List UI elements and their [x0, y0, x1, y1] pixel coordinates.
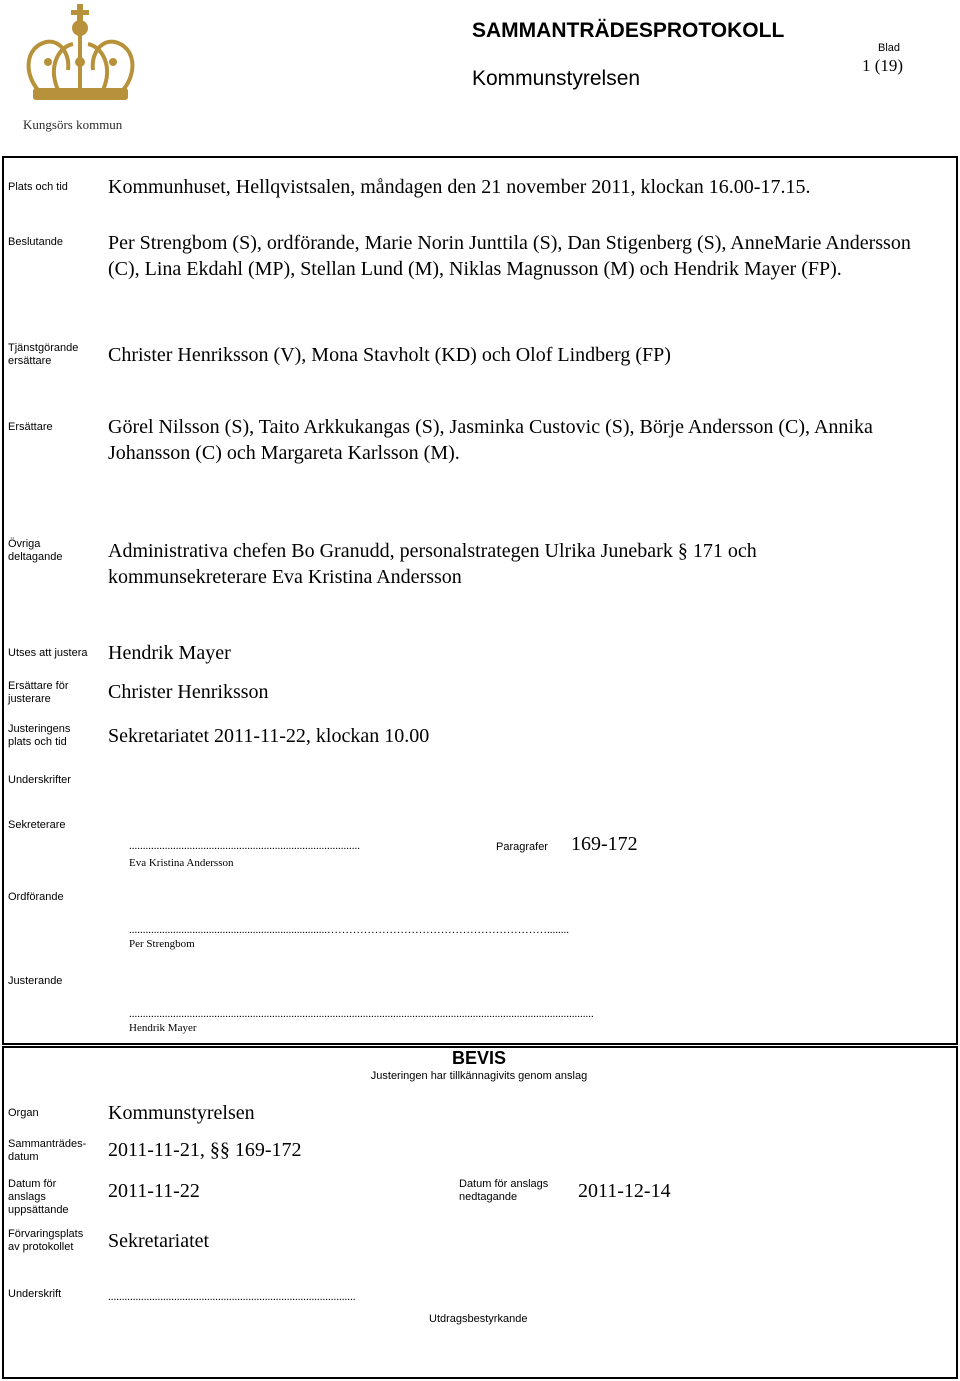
justerande-label: Justerande	[8, 975, 63, 987]
sam-label-line-1: Sammanträdes-	[8, 1138, 87, 1150]
ovriga-label-line-1: Övriga	[8, 538, 41, 550]
tjanst-label	[8, 342, 78, 368]
upps-label	[8, 1178, 69, 1217]
sam-label	[8, 1138, 86, 1164]
ned-label-line-1: Datum för anslags	[459, 1178, 549, 1190]
sekreterare-name: Eva Kristina Andersson	[129, 857, 234, 869]
paragrafer-value: 169-172	[571, 833, 638, 855]
justering-label-line-2: plats och tid	[8, 736, 67, 748]
ersattare-just-label	[8, 680, 69, 706]
justerande-dots: .........................................................................................................................................................................	[129, 1008, 594, 1020]
forv-label-line-2: av protokollet	[8, 1241, 74, 1253]
sam-value: 2011-11-21, §§ 169-172	[108, 1139, 302, 1161]
upps-label-line-3: uppsättande	[8, 1204, 69, 1216]
ordforande-label: Ordförande	[8, 891, 64, 903]
organ-value: Kommunstyrelsen	[108, 1102, 255, 1124]
ersattare-just-label-line-2: justerare	[8, 693, 51, 705]
bevis-box	[2, 1046, 958, 1379]
tjanst-label-line-2: ersättare	[8, 355, 52, 367]
tjanst-value: Christer Henriksson (V), Mona Stavholt (KD) och Olof Lindberg (FP)	[108, 344, 671, 366]
ned-label-line-2: nedtagande	[459, 1191, 518, 1203]
ordforande-dots: ........................................................................……………………………………………………........	[129, 924, 569, 936]
beslutande-label: Beslutande	[8, 236, 64, 248]
upps-label-line-1: Datum för	[8, 1178, 57, 1190]
justering-value: Sekretariatet 2011-11-22, klockan 10.00	[108, 725, 430, 747]
underskrift-label: Underskrift	[8, 1288, 62, 1300]
forv-label-line-1: Förvaringsplats	[8, 1228, 84, 1240]
plats-value: Kommunhuset, Hellqvistsalen, måndagen den 21 november 2011, klockan 16.00-17.15.	[108, 176, 811, 198]
justerande-name: Hendrik Mayer	[129, 1022, 197, 1034]
ordforande-name: Per Strengbom	[129, 938, 195, 950]
utses-label: Utses att justera	[8, 647, 88, 659]
crown-icon	[18, 2, 143, 114]
blad-value: 1 (19)	[862, 56, 904, 75]
ovriga-label-line-2: deltagande	[8, 551, 63, 563]
justering-label	[8, 723, 70, 749]
document-subtitle: Kommunstyrelsen	[472, 67, 641, 90]
bevis-title: BEVIS	[451, 1048, 507, 1068]
plats-label: Plats och tid	[8, 181, 68, 193]
sekreterare-label: Sekreterare	[8, 819, 66, 831]
ovriga-label	[8, 538, 62, 564]
justering-label-line-1: Justeringens	[8, 723, 71, 735]
organ-label: Organ	[8, 1107, 39, 1119]
utses-value: Hendrik Mayer	[108, 642, 231, 664]
ned-value: 2011-12-14	[578, 1180, 671, 1202]
beslutande-value: Per Strengbom (S), ordförande, Marie Norin Junttila (S), Dan Stigenberg (S), AnneMarie Andersson (C), Lina Ekdahl (MP), Stellan Lund (M), Niklas Magnusson (M) och Hendrik Mayer (FP).	[108, 232, 911, 280]
logo-text: Kungsörs kommun	[23, 117, 123, 132]
underskrift-dots: ..........................................................................................	[108, 1291, 356, 1303]
logo	[18, 2, 143, 132]
paragrafer-label: Paragrafer	[496, 841, 548, 853]
tjanst-label-line-1: Tjänstgörande	[8, 342, 79, 354]
ersattare-just-value: Christer Henriksson	[108, 681, 269, 703]
ersattare-just-label-line-1: Ersättare för	[8, 680, 69, 692]
upps-label-line-2: anslags	[8, 1191, 46, 1203]
forv-value: Sekretariatet	[108, 1230, 210, 1252]
forv-label	[8, 1228, 83, 1254]
ersattare-label: Ersättare	[8, 421, 53, 433]
blad-label: Blad	[878, 42, 901, 54]
sekreterare-dots: ....................................................................................	[129, 840, 360, 852]
ovriga-value: Administrativa chefen Bo Granudd, personalstrategen Ulrika Junebark § 171 och kommunsekreterare Eva Kristina Andersson	[108, 540, 757, 588]
main-box	[2, 156, 958, 1045]
bevis-subtitle: Justeringen har tillkännagivits genom anslag	[370, 1070, 588, 1082]
underskrifter-heading: Underskrifter	[8, 774, 71, 786]
document-title: SAMMANTRÄDESPROTOKOLL	[472, 19, 785, 42]
ned-label	[459, 1178, 548, 1204]
ersattare-value: Görel Nilsson (S), Taito Arkkukangas (S), Jasminka Custovic (S), Börje Andersson (C), Annika Johansson (C) och Margareta Karlsson (M).	[108, 416, 873, 464]
upps-value: 2011-11-22	[108, 1180, 200, 1202]
sam-label-line-2: datum	[8, 1151, 39, 1163]
utdrag-label: Utdragsbestyrkande	[429, 1313, 528, 1325]
